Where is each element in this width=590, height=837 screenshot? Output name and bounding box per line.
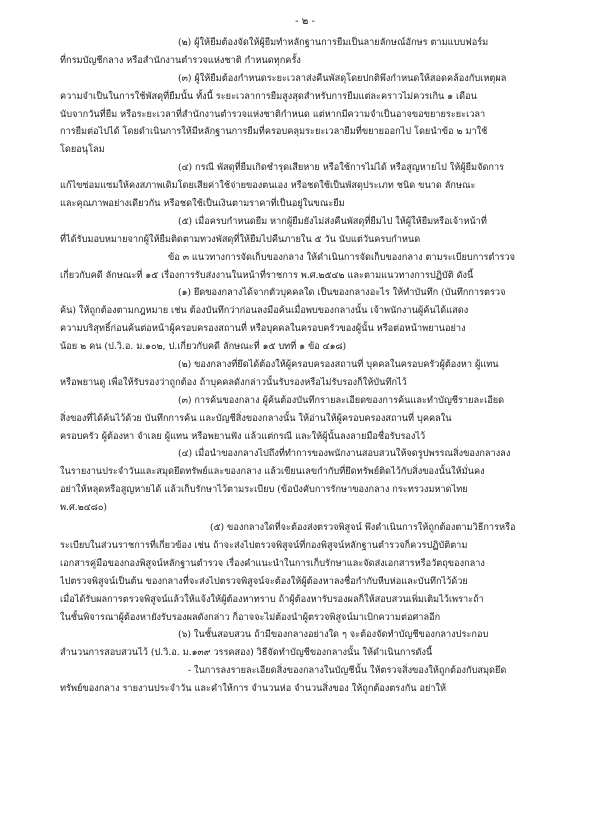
text-line: - ในการลงรายละเอียดสิ่งของกลางในบัญชีนั้น ให้ตรวจสิ่งของให้ถูกต้องกับสมุดยึด	[188, 665, 507, 677]
text-line: ข้อ ๓ แนวทางการจัดเก็บของกลาง ให้ดำเนินการจัดเก็บของกลาง ตามระเบียบการตำรวจ	[168, 251, 516, 263]
text-line: ครอบครัว ผู้ต้องหา จำเลย ผู้แทน หรือพยานฟัง แล้วแต่กรณี และให้ผู้นั้นลงลายมือชื่อรับรองไว้	[60, 430, 426, 442]
text-line: นับจากวันที่ยืม หรือระยะเวลาที่สำนักงานตำรวจแห่งชาติกำหนด แต่หากมีความจำเป็นอาจขอขยายระยะเวลา	[60, 108, 486, 120]
text-line: (๓) ผู้ให้ยืมต้องกำหนดระยะเวลาส่งคืนพัสดุโดยปกติพึงกำหนดให้สอดคล้องกับเหตุผล	[178, 72, 507, 84]
text-line: โดยอนุโลม	[60, 144, 105, 156]
text-line: (๕) เมื่อครบกำหนดยืม หากผู้ยืมยังไม่ส่งคืนพัสดุที่ยืมไป ให้ผู้ให้ยืมหรือเจ้าหน้าที่	[178, 215, 487, 227]
text-line: ไปตรวจพิสูจน์เป็นต้น ของกลางที่จะส่งไปตรวจพิสูจน์จะต้องให้ผู้ต้องหาลงชื่อกำกับหีบห่อและบันทึกไว้ด้วย	[60, 575, 468, 587]
text-line: ทรัพย์ของกลาง รายงานประจำวัน และคำให้การ จำนวนห่อ จำนวนสิ่งของ ให้ถูกต้องตรงกัน อย่าให้	[60, 683, 447, 695]
text-line: เมื่อได้รับผลการตรวจพิสูจน์แล้วให้แจ้งให้ผู้ต้องหาทราบ ถ้าผู้ต้องหารับรองผลก็ให้สอบสวนเพิ่มเติมไว้เพราะถ้า	[60, 593, 484, 605]
text-line: หรือพยานดู เพื่อให้รับรองว่าถูกต้อง ถ้าบุคคลดังกล่าวนั้นรับรองหรือไม่รับรองก็ให้บันทึกไว้	[60, 376, 407, 388]
text-line: สิ่งของที่ได้ค้นไว้ด้วย บันทึกการค้น และบัญชีสิ่งของกลางนั้น ให้อ่านให้ผู้ครอบครองสถานที่ บุคคลใน	[60, 412, 452, 424]
text-line: เกี่ยวกับคดี ลักษณะที่ ๑๕ เรื่องการรับส่งงานในหน้าที่ราชการ พ.ศ.๒๕๔๒ และตามแนวทางการปฏิบัติ ดังนี้	[60, 269, 474, 281]
text-line: (๒) ผู้ให้ยืมต้องจัดให้ผู้ยืมทำหลักฐานการยืมเป็นลายลักษณ์อักษร ตามแบบฟอร์ม	[178, 37, 489, 48]
text-line: (๑) ยึดของกลางได้จากตัวบุคคลใด เป็นของกลางอะไร ให้ทำบันทึก (บันทึกการตรวจ	[178, 287, 506, 299]
text-line: อย่าให้หลุดหรือสูญหายได้ แล้วเก็บรักษาไว้ตามระเบียบ (ข้อบังคับการรักษาของกลาง กระทรวงมหาดไทย	[60, 484, 468, 496]
text-line: ที่กรมบัญชีกลาง หรือสำนักงานตำรวจแห่งชาติ กำหนดทุกครั้ง	[60, 54, 301, 66]
text-line: น้อย ๒ คน (ป.วิ.อ. ม.๑๐๒, ป.เกี่ยวกับคดี ลักษณะที่ ๑๕ บทที่ ๑ ข้อ ๔๑๘)	[60, 341, 347, 353]
text-line: การยืมต่อไปได้ โดยดำเนินการให้มีหลักฐานการยืมที่ครอบคลุมระยะเวลายืมที่ขยายออกไป โดยนำข้อ ๒ มาใช้	[60, 126, 488, 138]
page-number: - ๒ -	[295, 16, 315, 27]
text-line: ในรายงานประจำวันและสมุดยึดทรัพย์และของกลาง แล้วเขียนเลขกำกับที่ยึดทรัพย์ติดไว้กับสิ่งของนั้นให้มั่นคง	[60, 466, 485, 478]
text-line: ความจำเป็นในการใช้พัสดุที่ยืมนั้น ทั้งนี้ ระยะเวลาการยืมสูงสุดสำหรับการยืมแต่ละคราวไม่ควรเกิน ๑ เดือน	[60, 90, 477, 102]
text-line: (๕) ของกลางใดที่จะต้องส่งตรวจพิสูจน์ พึงดำเนินการให้ถูกต้องตามวิธีการหรือ	[210, 522, 516, 534]
text-line: พ.ศ.๒๔๘๐)	[60, 502, 108, 514]
text-line: สำนวนการสอบสวนไว้ (ป.วิ.อ. ม.๑๓๙ วรรคสอง) วิธีจัดทำบัญชีของกลางนั้น ให้ดำเนินการดังนี้	[60, 647, 433, 659]
text-line: ที่ได้รับมอบหมายจากผู้ให้ยืมติดตามทวงพัสดุที่ให้ยืมไปคืนภายใน ๕ วัน นับแต่วันครบกำหนด	[60, 233, 421, 245]
text-line: ระเบียบในส่วนราชการที่เกี่ยวข้อง เช่น ถ้าจะส่งไปตรวจพิสูจน์ที่กองพิสูจน์หลักฐานตำรวจก็ควรปฏิบัติตาม	[60, 539, 468, 551]
text-line: (๔) กรณี พัสดุที่ยืมเกิดชำรุดเสียหาย หรือใช้การไม่ได้ หรือสูญหายไป ให้ผู้ยืมจัดการ	[178, 162, 505, 174]
text-line: เอกสารคู่มือของกองพิสูจน์หลักฐานตำรวจ เรื่องคำแนะนำในการเก็บรักษาและจัดส่งเอกสารหรือวัตถุของกลาง	[60, 557, 485, 569]
text-line: ค้น) ให้ถูกต้องตามกฎหมาย เช่น ต้องบันทึกว่าก่อนลงมือค้นเมื่อพบของกลางนั้น เจ้าพนักงานผู้ค้นได้แสดง	[60, 305, 469, 317]
text-line: และคุณภาพอย่างเดียวกัน หรือชดใช้เป็นเงินตามราคาที่เป็นอยู่ในขณะยืม	[60, 198, 345, 210]
text-line: (๖) ในชั้นสอบสวน ถ้ามีของกลางอย่างใด ๆ จะต้องจัดทำบัญชีของกลางประกอบ	[178, 629, 489, 641]
text-line: แก้ไขซ่อมแซมให้คงสภาพเดิมโดยเสียค่าใช้จ่ายของตนเอง หรือชดใช้เป็นพัสดุประเภท ชนิด ขนาด ลักษณะ	[60, 180, 476, 192]
text-line: ในชั้นพิจารณาผู้ต้องหายังรับรองผลดังกล่าว ก็อาจจะไม่ต้องนำผู้ตรวจพิสูจน์มาเบิกความต่อศาลอีก	[60, 611, 441, 623]
text-line: (๒) ของกลางที่ยึดได้ต้องให้ผู้ครอบครองสถานที่ บุคคลในครอบครัวผู้ต้องหา ผู้แทน	[178, 359, 499, 371]
text-line: (๔) เมื่อนำของกลางไปถึงที่ทำการของพนักงานสอบสวนให้จดรูปพรรณสิ่งของกลางลง	[178, 448, 511, 460]
text-line: (๓) การค้นของกลาง ผู้ค้นต้องบันทึกรายละเอียดของการค้นและทำบัญชีรายละเอียด	[178, 394, 505, 406]
text-line: ความบริสุทธิ์ก่อนค้นต่อหน้าผู้ครอบครองสถานที่ หรือบุคคลในครอบครัวของผู้นั้น หรือต่อหน้าพยานอย่าง	[60, 323, 466, 335]
document-body	[60, 34, 550, 698]
